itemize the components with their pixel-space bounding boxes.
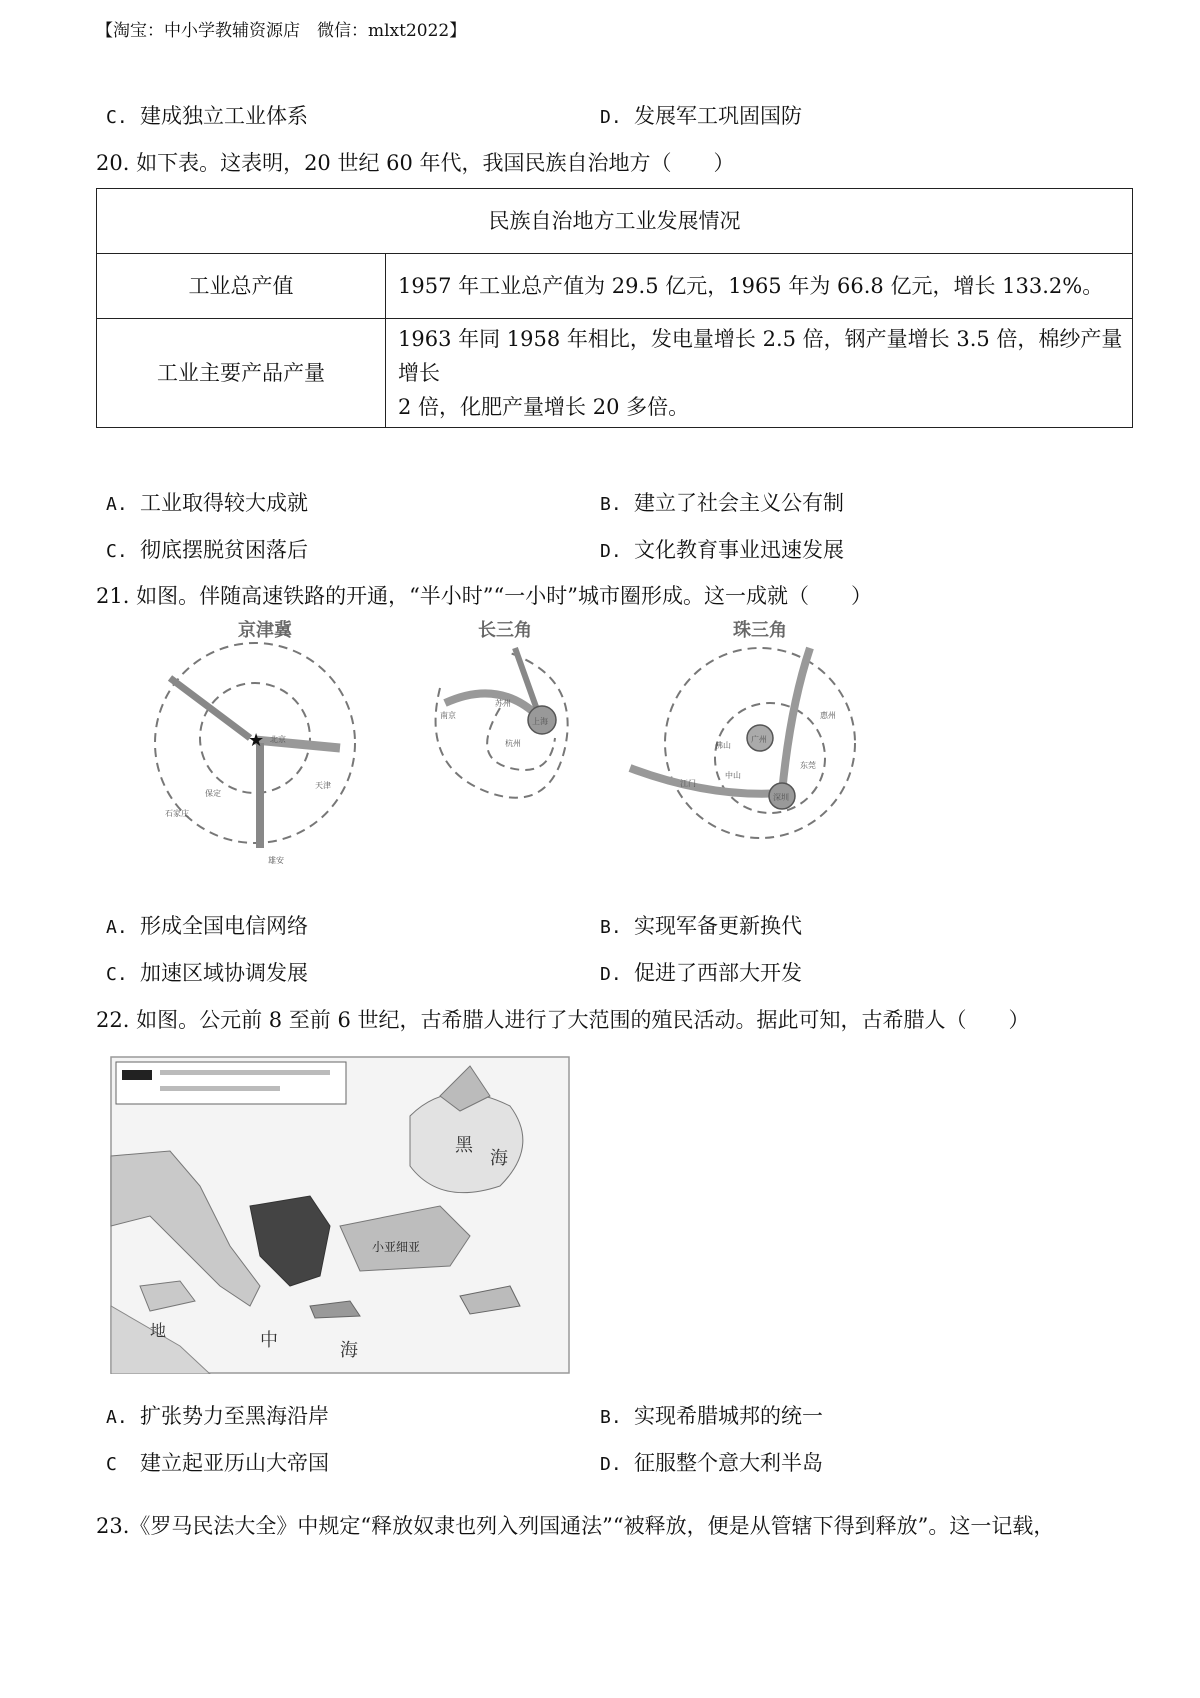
option-text: 实现军备更新换代 [634,914,802,938]
panel-changsanjiao [436,619,568,798]
q20-option-b[interactable] [600,489,844,519]
option-letter: A. [106,917,128,938]
option-text: 文化教育事业迅速发展 [634,538,844,562]
q20-option-d[interactable] [600,536,844,566]
legend-swatch [122,1070,152,1080]
option-text: 扩张势力至黑海沿岸 [140,1404,329,1428]
rail-arrow [445,693,540,718]
option-letter: A. [106,1407,128,1428]
option-letter: D. [600,541,622,562]
option-text: 征服整个意大利半岛 [634,1451,823,1475]
table-row [97,254,1133,319]
map-label: 北京 [270,735,286,744]
option-text: 实现希腊城邦的统一 [634,1404,823,1428]
map-label: 中山 [725,771,741,780]
table-row [97,319,1133,428]
option-text: 形成全国电信网络 [140,914,308,938]
option-text: 彻底摆脱贫困落后 [140,538,308,562]
table-row-label: 工业总产值 [97,254,386,319]
option-letter: C. [106,541,128,562]
rail-arrow [170,678,250,738]
table-value-line: 2 倍，化肥产量增长 20 多倍。 [398,395,690,419]
page-header: 【淘宝：中小学教辅资源店 微信：mlxt2022】 [96,21,467,41]
q20-option-a[interactable] [106,489,308,519]
q19-option-d[interactable] [600,102,802,132]
option-letter: C [106,1454,117,1475]
map-label: 雄安 [268,856,284,865]
table-row-value [386,319,1133,428]
map-label: 惠州 [820,711,836,720]
option-letter: A. [106,494,128,515]
option-text: 发展军工巩固国防 [634,104,802,128]
map-label: 南京 [440,711,456,720]
option-letter: C. [106,107,128,128]
map-label: 苏州 [495,699,511,708]
panel-zhusanjiao [630,619,855,838]
table-title-row [97,189,1133,254]
option-letter: D. [600,1454,622,1475]
rail-arrow [630,768,782,794]
q22-option-c[interactable] [106,1449,329,1479]
map-legend [116,1062,346,1104]
q20-option-c[interactable] [106,536,308,566]
table-title: 民族自治地方工业发展情况 [97,189,1133,254]
option-letter: B. [600,1407,622,1428]
map-label: 海 [490,1148,508,1169]
industry-table [96,188,1133,428]
q21-option-b[interactable] [600,912,802,942]
panel-title: 长三角 [478,620,532,641]
map-label: 江门 [680,779,696,788]
option-text: 建立了社会主义公有制 [634,491,844,515]
legend-text-placeholder [160,1086,280,1091]
option-letter: B. [600,494,622,515]
q22-stem: 22. 如图。公元前 8 至前 6 世纪，古希腊人进行了大范围的殖民活动。据此可知，古希腊人（ ） [96,1008,1030,1032]
star-icon: ★ [248,730,265,751]
map-label: 杭州 [505,739,521,748]
q19-option-c[interactable] [106,102,308,132]
q21-option-d[interactable] [600,959,802,989]
q22-option-b[interactable] [600,1402,823,1432]
q20-stem: 20. 如下表。这表明，20 世纪 60 年代，我国民族自治地方（ ） [96,151,735,175]
panel-title: 珠三角 [733,620,787,641]
q21-option-c[interactable] [106,959,308,989]
map-label: 中 [260,1330,278,1351]
option-letter: D. [600,964,622,985]
map-label: 海 [340,1340,358,1361]
q21-stem: 21. 如图。伴随高速铁路的开通，“半小时”“一小时”城市圈形成。这一成就（ ） [96,584,873,608]
map-label: 广州 [751,735,767,744]
city-circle-figure [110,618,940,870]
map-label: 深圳 [773,793,789,802]
option-text: 建成独立工业体系 [140,104,308,128]
map-label: 上海 [532,717,548,726]
rail-arrow [255,740,340,748]
table-row-label: 工业主要产品产量 [97,319,386,428]
table-value-line: 1963 年同 1958 年相比，发电量增长 2.5 倍，钢产量增长 3.5 倍，棉纱产量增长 [398,327,1123,385]
map-label: 保定 [205,789,221,798]
option-text: 促进了西部大开发 [634,961,802,985]
map-label: 黑 [455,1135,473,1156]
table-row-value: 1957 年工业总产值为 29.5 亿元，1965 年为 66.8 亿元，增长 133.2%。 [386,254,1133,319]
map-label: 小亚细亚 [372,1240,421,1254]
q23-stem: 23.《罗马民法大全》中规定“释放奴隶也列入列国通法”“被释放，便是从管辖下得到释放”。这一记载， [96,1514,1055,1538]
option-text: 建立起亚历山大帝国 [140,1451,329,1475]
option-letter: D. [600,107,622,128]
q22-option-d[interactable] [600,1449,823,1479]
map-label: 天津 [315,781,331,790]
q21-option-a[interactable] [106,912,308,942]
rail-arrow [782,648,810,793]
map-label: 地 [150,1321,167,1340]
option-letter: B. [600,917,622,938]
legend-text-placeholder [160,1070,330,1075]
option-text: 加速区域协调发展 [140,961,308,985]
panel-jingjinji [155,619,355,865]
greek-colonization-map [110,1056,570,1374]
map-label: 佛山 [715,741,731,750]
panel-title: 京津冀 [238,620,292,641]
map-label: 石家庄 [165,809,189,818]
option-text: 工业取得较大成就 [140,491,308,515]
option-letter: C. [106,964,128,985]
q22-option-a[interactable] [106,1402,329,1432]
map-label: 东莞 [800,761,816,770]
